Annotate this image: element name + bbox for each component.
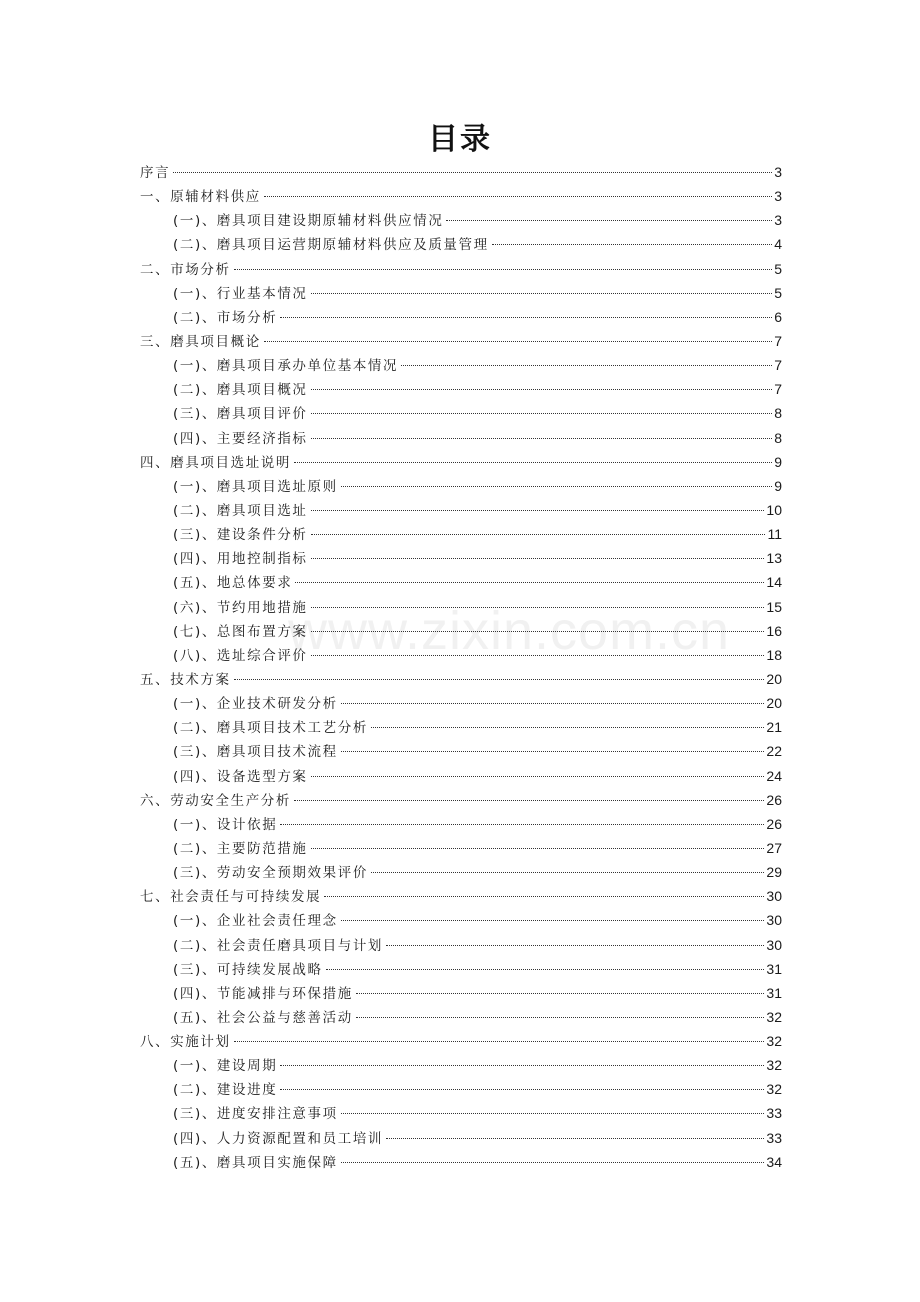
toc-section-entry[interactable] <box>140 643 782 667</box>
toc-entry-label: (四)、设备选型方案 <box>173 768 308 785</box>
toc-entry-page-number: 3 <box>774 212 782 229</box>
toc-entry-label: (四)、用地控制指标 <box>173 551 308 568</box>
dot-leader <box>311 534 766 535</box>
dot-leader <box>371 872 764 873</box>
toc-chapter-entry[interactable] <box>140 184 782 208</box>
toc-entry-label: (八)、选址综合评价 <box>173 647 308 664</box>
toc-entry-page-number: 20 <box>766 670 782 687</box>
toc-entry-label: (三)、磨具项目技术流程 <box>173 744 338 761</box>
toc-entry-label: (二)、磨具项目选址 <box>173 502 308 519</box>
toc-entry-label: (一)、磨具项目选址原则 <box>173 478 338 495</box>
toc-section-entry[interactable] <box>140 860 782 884</box>
toc-section-entry[interactable] <box>140 1077 782 1101</box>
toc-entry-label: 八、实施计划 <box>140 1034 231 1051</box>
toc-section-entry[interactable] <box>140 377 782 401</box>
toc-chapter-entry[interactable] <box>140 329 782 353</box>
toc-entry-page-number: 8 <box>774 405 782 422</box>
toc-entry-label: (一)、行业基本情况 <box>173 285 308 302</box>
dot-leader <box>173 172 772 173</box>
toc-section-entry[interactable] <box>140 522 782 546</box>
toc-entry-page-number: 21 <box>766 719 782 736</box>
toc-entry-page-number: 22 <box>766 743 782 760</box>
toc-entry-page-number: 26 <box>766 791 782 808</box>
dot-leader <box>294 462 772 463</box>
dot-leader <box>324 896 764 897</box>
toc-entry-page-number: 3 <box>774 188 782 205</box>
dot-leader <box>341 751 765 752</box>
toc-entry-page-number: 31 <box>766 984 782 1001</box>
toc-entry-page-number: 26 <box>766 815 782 832</box>
toc-section-entry[interactable] <box>140 1053 782 1077</box>
toc-entry-page-number: 30 <box>766 912 782 929</box>
dot-leader <box>311 413 773 414</box>
toc-entry-page-number: 20 <box>766 695 782 712</box>
toc-entry-page-number: 7 <box>774 332 782 349</box>
toc-entry-page-number: 31 <box>766 960 782 977</box>
toc-section-entry[interactable] <box>140 957 782 981</box>
toc-section-entry[interactable] <box>140 981 782 1005</box>
toc-entry-label: (四)、人力资源配置和员工培训 <box>173 1130 384 1147</box>
toc-entry-page-number: 7 <box>774 381 782 398</box>
dot-leader <box>311 848 765 849</box>
toc-entry-page-number: 27 <box>766 839 782 856</box>
toc-entry-label: 一、原辅材料供应 <box>140 189 261 206</box>
dot-leader <box>386 1138 764 1139</box>
dot-leader <box>341 920 765 921</box>
toc-section-entry[interactable] <box>140 691 782 715</box>
toc-entry-page-number: 32 <box>766 1008 782 1025</box>
toc-entry-label: 序言 <box>140 165 171 181</box>
toc-section-entry[interactable] <box>140 232 782 256</box>
toc-entry-page-number: 4 <box>774 236 782 253</box>
toc-section-entry[interactable] <box>140 570 782 594</box>
toc-chapter-entry[interactable] <box>140 788 782 812</box>
toc-entry-label: (二)、磨具项目概况 <box>173 382 308 399</box>
toc-entry-label: (一)、企业社会责任理念 <box>173 913 338 930</box>
dot-leader <box>311 776 765 777</box>
toc-section-entry[interactable] <box>140 474 782 498</box>
toc-section-entry[interactable] <box>140 715 782 739</box>
toc-entry-label: 七、社会责任与可持续发展 <box>140 889 322 906</box>
toc-entry-page-number: 14 <box>766 574 782 591</box>
toc-chapter-entry[interactable] <box>140 257 782 281</box>
dot-leader <box>280 1065 764 1066</box>
toc-entry-label: (一)、设计依据 <box>173 816 278 833</box>
toc-chapter-entry[interactable] <box>140 1029 782 1053</box>
toc-entry-page-number: 32 <box>766 1081 782 1098</box>
toc-entry-page-number: 6 <box>774 308 782 325</box>
toc-entry-label: (六)、节约用地措施 <box>173 599 308 616</box>
dot-leader <box>311 510 765 511</box>
dot-leader <box>295 582 764 583</box>
toc-entry-label: (三)、磨具项目评价 <box>173 406 308 423</box>
dot-leader <box>371 727 764 728</box>
toc-entry-label: (二)、建设进度 <box>173 1082 278 1099</box>
toc-section-entry[interactable] <box>140 764 782 788</box>
dot-leader <box>492 244 772 245</box>
dot-leader <box>341 1113 765 1114</box>
toc-entry-page-number: 24 <box>766 767 782 784</box>
toc-entry-label: (五)、磨具项目实施保障 <box>173 1154 338 1171</box>
toc-section-entry[interactable] <box>140 812 782 836</box>
toc-section-entry[interactable] <box>140 1005 782 1029</box>
toc-entry-page-number: 16 <box>766 622 782 639</box>
dot-leader <box>234 269 773 270</box>
dot-leader <box>234 1041 765 1042</box>
toc-entry-page-number: 5 <box>774 260 782 277</box>
toc-section-entry[interactable] <box>140 908 782 932</box>
dot-leader <box>264 196 772 197</box>
dot-leader <box>311 389 773 390</box>
toc-entry-label: (三)、建设条件分析 <box>173 527 308 544</box>
toc-entry-page-number: 15 <box>766 598 782 615</box>
dot-leader <box>311 607 765 608</box>
dot-leader <box>341 486 772 487</box>
toc-section-entry[interactable] <box>140 595 782 619</box>
toc-chapter-entry[interactable] <box>140 667 782 691</box>
dot-leader <box>294 800 764 801</box>
toc-entry-label: 二、市场分析 <box>140 261 231 278</box>
toc-entry-label: (一)、企业技术研发分析 <box>173 696 338 713</box>
dot-leader <box>401 365 772 366</box>
toc-entry-label: (三)、劳动安全预期效果评价 <box>173 865 368 882</box>
dot-leader <box>341 1162 765 1163</box>
toc-section-entry[interactable] <box>140 1101 782 1125</box>
dot-leader <box>311 293 773 294</box>
toc-entry-page-number: 30 <box>766 936 782 953</box>
toc-section-entry[interactable] <box>140 353 782 377</box>
toc-section-entry[interactable] <box>140 546 782 570</box>
toc-entry-page-number: 32 <box>766 1057 782 1074</box>
toc-entry-label: (一)、磨具项目建设期原辅材料供应情况 <box>173 213 444 230</box>
toc-entry-label: (二)、主要防范措施 <box>173 840 308 857</box>
toc-entry-page-number: 34 <box>766 1153 782 1170</box>
page-title: 目录 <box>428 122 492 157</box>
dot-leader <box>341 703 765 704</box>
toc-entry-page-number: 9 <box>774 453 782 470</box>
dot-leader <box>234 679 765 680</box>
dot-leader <box>280 317 772 318</box>
toc-entry-label: (一)、建设周期 <box>173 1058 278 1075</box>
toc-section-entry[interactable] <box>140 305 782 329</box>
toc-entry-page-number: 32 <box>766 1033 782 1050</box>
dot-leader <box>446 220 772 221</box>
toc-section-entry[interactable] <box>140 836 782 860</box>
dot-leader <box>311 655 765 656</box>
dot-leader <box>356 993 765 994</box>
toc-chapter-entry[interactable] <box>140 160 782 184</box>
toc-entry-label: 六、劳动安全生产分析 <box>140 792 291 809</box>
dot-leader <box>280 1089 764 1090</box>
toc-entry-label: (四)、主要经济指标 <box>173 430 308 447</box>
toc-chapter-entry[interactable] <box>140 450 782 474</box>
toc-entry-page-number: 29 <box>766 864 782 881</box>
toc-entry-label: (二)、磨具项目运营期原辅材料供应及质量管理 <box>173 237 489 254</box>
toc-chapter-entry[interactable] <box>140 884 782 908</box>
toc-entry-label: (二)、社会责任磨具项目与计划 <box>173 937 384 954</box>
toc-entry-label: (五)、社会公益与慈善活动 <box>173 1009 353 1026</box>
toc-entry-page-number: 13 <box>766 550 782 567</box>
toc-entry-label: (五)、地总体要求 <box>173 575 293 592</box>
toc-entry-page-number: 30 <box>766 888 782 905</box>
toc-entry-page-number: 8 <box>774 429 782 446</box>
toc-entry-page-number: 33 <box>766 1105 782 1122</box>
toc-entry-label: (三)、进度安排注意事项 <box>173 1106 338 1123</box>
toc-entry-page-number: 5 <box>774 284 782 301</box>
toc-entry-page-number: 18 <box>766 646 782 663</box>
toc-entry-label: (三)、可持续发展战略 <box>173 961 323 978</box>
toc-entry-label: 五、技术方案 <box>140 671 231 688</box>
dot-leader <box>356 1017 765 1018</box>
toc-entry-label: (七)、总图布置方案 <box>173 623 308 640</box>
toc-section-entry[interactable] <box>140 933 782 957</box>
toc-entry-page-number: 3 <box>774 164 782 180</box>
toc-section-entry[interactable] <box>140 208 782 232</box>
toc-section-entry[interactable] <box>140 1150 782 1174</box>
dot-leader <box>326 969 765 970</box>
toc-section-entry[interactable] <box>140 401 782 425</box>
dot-leader <box>311 558 765 559</box>
toc-section-entry[interactable] <box>140 498 782 522</box>
toc-entry-label: (四)、节能减排与环保措施 <box>173 985 353 1002</box>
toc-entry-label: 四、磨具项目选址说明 <box>140 454 291 471</box>
toc-section-entry[interactable] <box>140 281 782 305</box>
toc-entry-page-number: 33 <box>766 1129 782 1146</box>
toc-entry-page-number: 7 <box>774 357 782 374</box>
table-of-contents <box>140 160 782 1174</box>
toc-entry-label: (二)、磨具项目技术工艺分析 <box>173 720 368 737</box>
toc-entry-label: (二)、市场分析 <box>173 309 278 326</box>
dot-leader <box>386 945 764 946</box>
watermark: www.zixin.com.cn <box>288 601 731 661</box>
dot-leader <box>280 824 764 825</box>
toc-entry-label: 三、磨具项目概论 <box>140 333 261 350</box>
toc-section-entry[interactable] <box>140 619 782 643</box>
toc-section-entry[interactable] <box>140 739 782 763</box>
dot-leader <box>311 631 765 632</box>
toc-entry-label: (一)、磨具项目承办单位基本情况 <box>173 358 399 375</box>
toc-section-entry[interactable] <box>140 1126 782 1150</box>
toc-section-entry[interactable] <box>140 426 782 450</box>
toc-entry-page-number: 9 <box>774 477 782 494</box>
dot-leader <box>264 341 772 342</box>
dot-leader <box>311 438 773 439</box>
toc-entry-page-number: 10 <box>766 501 782 518</box>
toc-entry-page-number: 11 <box>767 526 782 543</box>
